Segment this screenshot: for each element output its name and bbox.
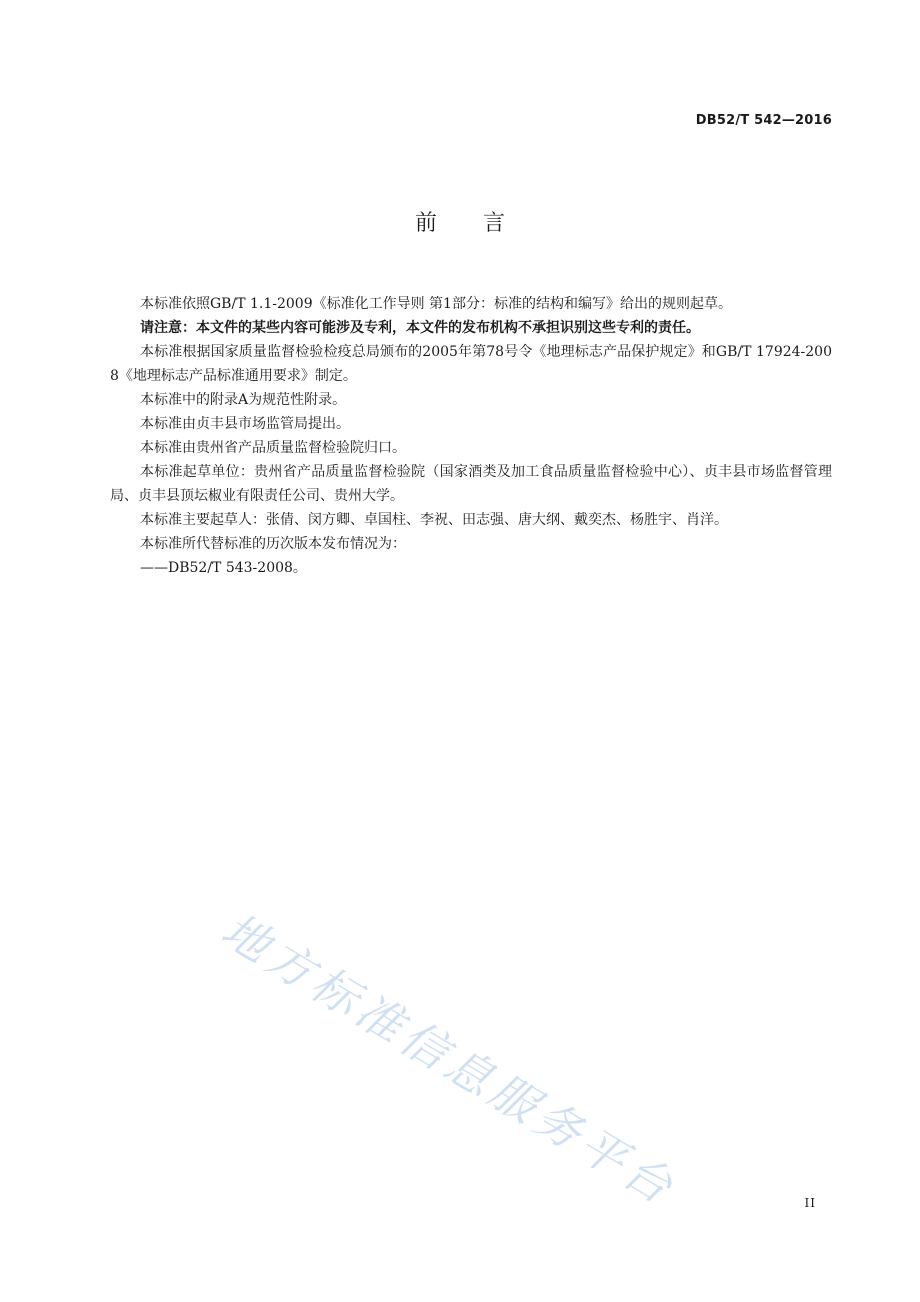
watermark: 地方标准信息服务平台: [212, 902, 687, 1217]
paragraph-drafting-units: 本标准起草单位：贵州省产品质量监督检验院（国家酒类及加工食品质量监督检验中心）、贞丰县市场监督管理局、贞丰县顶坛椒业有限责任公司、贵州大学。: [110, 464, 832, 504]
paragraph-centralized: 本标准由贵州省产品质量监督检验院归口。: [140, 440, 406, 456]
paragraph-annex: 本标准中的附录A为规范性附录。: [140, 392, 347, 408]
foreword-body: [110, 292, 832, 580]
title-char-1: 前: [414, 211, 437, 236]
title-char-2: 言: [483, 211, 506, 236]
paragraph-history-item: ——DB52/T 543-2008。: [140, 560, 307, 576]
page-title: [0, 206, 920, 237]
page-number: II: [804, 1196, 816, 1210]
paragraph-patent-notice: 请注意：本文件的某些内容可能涉及专利，本文件的发布机构不承担识别这些专利的责任。: [140, 320, 700, 336]
paragraph-basis: 本标准根据国家质量监督检验检疫总局颁布的2005年第78号令《地理标志产品保护规定》和GB/T 17924-2008《地理标志产品标准通用要求》制定。: [110, 344, 832, 384]
paragraph-proposer: 本标准由贞丰县市场监管局提出。: [140, 416, 350, 432]
paragraph-drafters: 本标准主要起草人：张倩、闵方卿、卓国柱、李祝、田志强、唐大纲、戴奕杰、杨胜宇、肖洋。: [140, 512, 728, 528]
paragraph-history-intro: 本标准所代替标准的历次版本发布情况为：: [140, 536, 406, 552]
document-code: DB52/T 542—2016: [695, 113, 832, 128]
paragraph-drafting-rules: 本标准依照GB/T 1.1-2009《标准化工作导则 第1部分：标准的结构和编写》给出的规则起草。: [140, 296, 732, 312]
